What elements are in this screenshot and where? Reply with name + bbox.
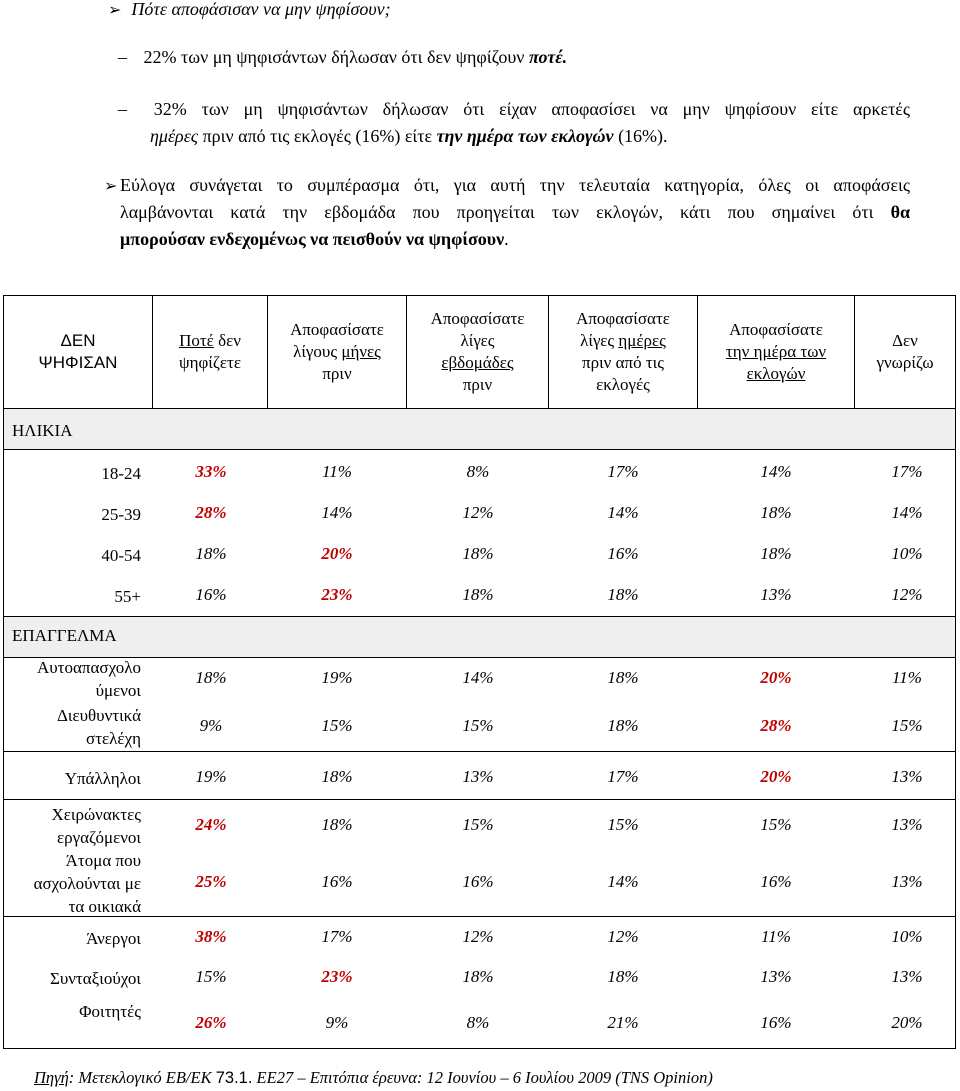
- table-cell: 14%: [607, 872, 639, 891]
- arrow-bullet-icon: ➢: [108, 0, 122, 19]
- non-voters-table: [3, 295, 956, 1049]
- dash-icon: –: [118, 99, 127, 119]
- bullet-1: – 22% των μη ψηφισάντων δήλωσαν ότι δεν ψηφίζουν ποτέ.: [118, 47, 568, 67]
- table-cell: 17%: [891, 462, 923, 481]
- table-cell: 13%: [891, 767, 923, 786]
- table-cell: 20%: [891, 1013, 923, 1032]
- table-cell: 17%: [607, 462, 639, 481]
- table-cell: 26%: [195, 1013, 227, 1032]
- table-cell: 18%: [760, 503, 792, 522]
- table-cell: 15%: [607, 815, 639, 834]
- occupation-group-band: [4, 616, 955, 658]
- table-cell: 15%: [891, 716, 923, 735]
- bullet-2: – 32% των μη ψηφισάντων δήλωσαν ότι είχαν αποφασίσει να μην ψηφίσουν είτε αρκετές ημέρες πριν από τις εκλογές (16%) είτε την ημέρα των εκλογών (16%).: [118, 99, 910, 146]
- table-cell: 14%: [321, 503, 353, 522]
- table-cell: 14%: [462, 668, 494, 687]
- row-label: Διευθυντικά στελέχη: [56, 706, 141, 748]
- table-cell: 25%: [195, 872, 227, 891]
- table-cell: 28%: [195, 503, 227, 522]
- table-cell: 20%: [321, 544, 353, 563]
- table-cell: 11%: [322, 462, 352, 481]
- group-label-age: ΗΛΙΚΙΑ: [12, 421, 73, 440]
- col-header-months: Αποφασίσατε λίγους μήνες πριν: [268, 296, 407, 408]
- table-cell: 8%: [466, 1013, 490, 1032]
- group-label-occupation: ΕΠΑΓΓΕΛΜΑ: [12, 626, 117, 645]
- table-cell: 18%: [321, 767, 353, 786]
- table-cell: 18%: [760, 544, 792, 563]
- col-header-election-day: Αποφασίσατε την ημέρα των εκλογών: [698, 296, 855, 408]
- table-cell: 13%: [891, 967, 923, 986]
- col-header-days: Αποφασίσατε λίγες ημέρες πριν από τις εκλογές: [549, 296, 698, 408]
- row-separator: [4, 751, 955, 752]
- row-label: Άνεργοι: [86, 929, 141, 948]
- table-cell: 19%: [195, 767, 227, 786]
- table-cell: 17%: [321, 927, 353, 946]
- table-cell: 20%: [760, 668, 792, 687]
- table-cell: 15%: [462, 815, 494, 834]
- row-label: Συνταξιούχοι: [49, 969, 141, 988]
- table-cell: 18%: [321, 815, 353, 834]
- table-cell: 18%: [462, 585, 494, 604]
- table-cell: 14%: [760, 462, 792, 481]
- dash-icon: –: [118, 47, 127, 67]
- conclusion-paragraph: Εύλογα συνάγεται το συμπέρασμα ότι, για αυτή την τελευταία κατηγορία, όλες οι αποφάσεις λαμβάνονται κατά την εβδομάδα που προηγείται των εκλογών, κάτι που σημαίνει ότι θα μπορούσαν ενδεχομένως να πεισθούν να ψηφίσουν.: [120, 175, 911, 249]
- table-cell: 16%: [760, 1013, 792, 1032]
- table-cell: 18%: [462, 544, 494, 563]
- table-cell: 18%: [462, 967, 494, 986]
- table-cell: 15%: [462, 716, 494, 735]
- row-label: Αυτοαπασχολο ύμενοι: [36, 658, 141, 700]
- table-cell: 18%: [607, 668, 639, 687]
- row-label: 18-24: [101, 464, 141, 483]
- table-cell: 28%: [760, 716, 792, 735]
- row-label: 40-54: [101, 546, 141, 565]
- table-cell: 15%: [195, 967, 227, 986]
- table-cell: 13%: [760, 967, 792, 986]
- table-cell: 16%: [462, 872, 494, 891]
- table-cell: 13%: [891, 815, 923, 834]
- table-cell: 16%: [607, 544, 639, 563]
- table-cell: 13%: [891, 872, 923, 891]
- source-note: Πηγή: Μετεκλογικό ΕΒ/ΕΚ 73.1. ΕΕ27 – Επιτόπια έρευνα: 12 Ιουνίου – 6 Ιουλίου 2009 (TNS Opinion): [34, 1068, 713, 1087]
- row-label: 25-39: [101, 505, 141, 524]
- table-cell: 23%: [321, 967, 353, 986]
- age-group-band: [4, 408, 955, 450]
- table-cell: 15%: [321, 716, 353, 735]
- table-cell: 12%: [891, 585, 923, 604]
- table-cell: 38%: [195, 927, 227, 946]
- table-cell: 12%: [462, 503, 494, 522]
- table-cell: 8%: [466, 462, 490, 481]
- table-cell: 16%: [321, 872, 353, 891]
- row-label: Φοιτητές: [79, 1002, 141, 1021]
- heading-line: [108, 0, 391, 23]
- table-cell: 15%: [760, 815, 792, 834]
- table-cell: 17%: [607, 767, 639, 786]
- table-cell: 14%: [607, 503, 639, 522]
- table-cell: 13%: [462, 767, 494, 786]
- table-cell: 18%: [607, 585, 639, 604]
- table-cell: 13%: [760, 585, 792, 604]
- section-heading: Πότε αποφάσισαν να μην ψηφίσουν;: [131, 0, 391, 19]
- table-cell: 9%: [199, 716, 223, 735]
- table-cell: 18%: [607, 967, 639, 986]
- col-header-dont-know: Δεν γνωρίζω: [876, 331, 934, 372]
- row-separator: [4, 799, 955, 800]
- table-cell: 16%: [760, 872, 792, 891]
- row-label: Άτομα που ασχολούνται με τα οικιακά: [33, 851, 141, 916]
- table-cell: 10%: [891, 927, 923, 946]
- table-cell: 24%: [195, 815, 227, 834]
- corner-header: ΔΕΝ ΨΗΦΙΣΑΝ: [4, 296, 153, 408]
- table-cell: 19%: [321, 668, 353, 687]
- table-cell: 20%: [760, 767, 792, 786]
- table-cell: 11%: [892, 668, 922, 687]
- table-cell: 21%: [607, 1013, 639, 1032]
- table-cell: 9%: [325, 1013, 349, 1032]
- table-cell: 11%: [761, 927, 791, 946]
- table-cell: 10%: [891, 544, 923, 563]
- col-header-never: Ποτέ δεν ψηφίζετε: [153, 296, 268, 408]
- row-label: Χειρώνακτες εργαζόμενοι: [51, 805, 141, 847]
- arrow-bullet-icon: ➢: [104, 176, 118, 195]
- row-label: Υπάλληλοι: [64, 769, 141, 788]
- table-cell: 23%: [321, 585, 353, 604]
- table-cell: 12%: [607, 927, 639, 946]
- table-cell: 33%: [195, 462, 227, 481]
- table-cell: 12%: [462, 927, 494, 946]
- table-cell: 14%: [891, 503, 923, 522]
- row-label: 55+: [114, 587, 141, 606]
- table-cell: 18%: [607, 716, 639, 735]
- table-cell: 18%: [195, 544, 227, 563]
- table-cell: 16%: [195, 585, 227, 604]
- col-header-weeks: Αποφασίσατε λίγες εβδομάδες πριν: [407, 296, 549, 408]
- table-cell: 18%: [195, 668, 227, 687]
- row-separator: [4, 916, 955, 917]
